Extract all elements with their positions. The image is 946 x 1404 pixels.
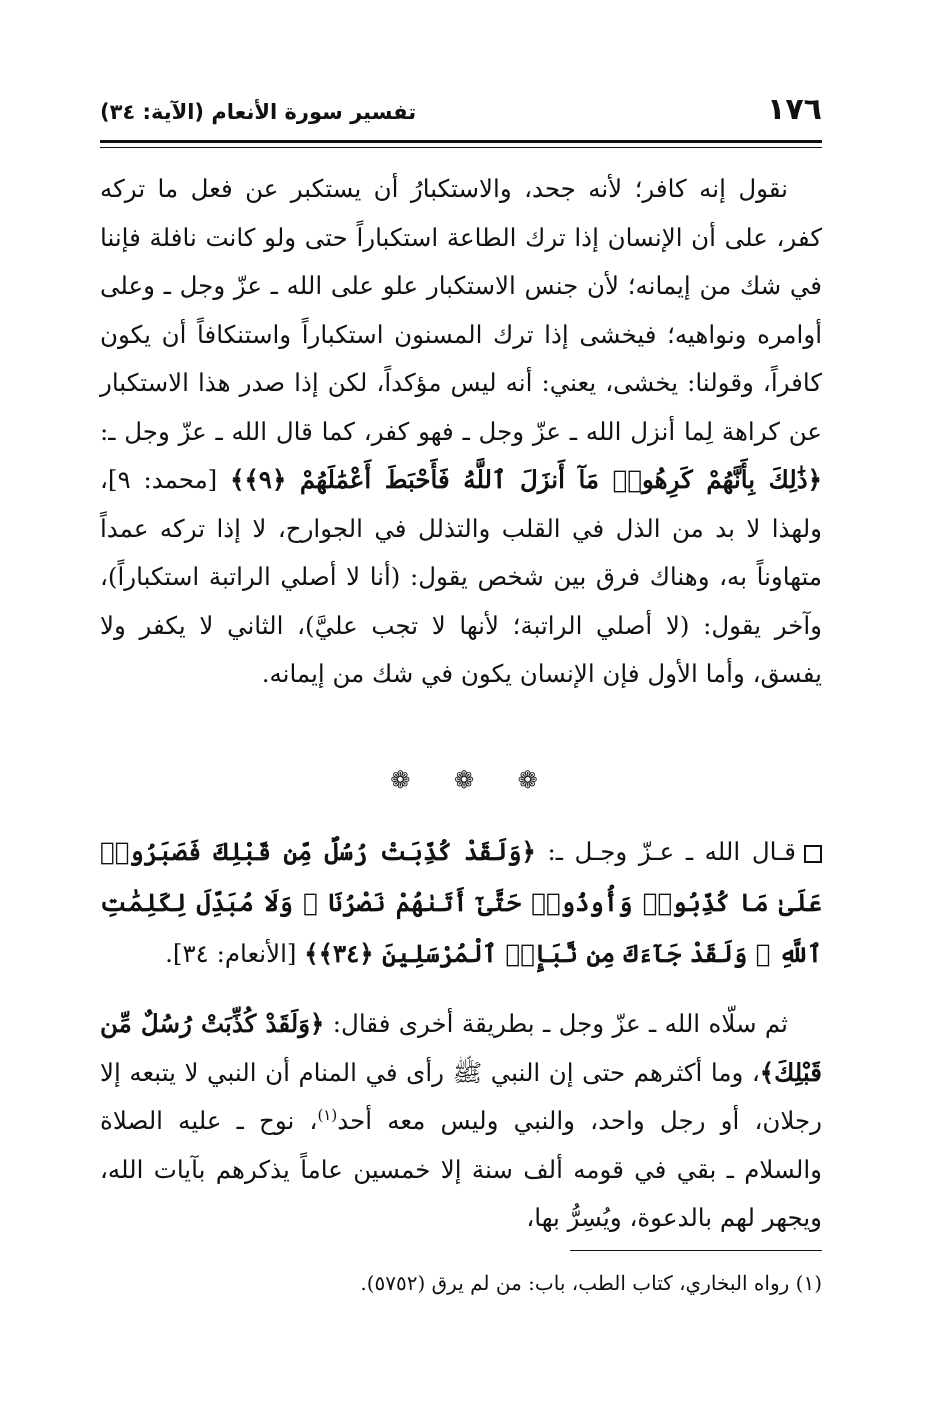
footnote-rule [570,1250,822,1251]
commentary-text [100,1000,822,1243]
running-title: تفسير سورة الأنعام (الآية: ٣٤) [100,100,417,124]
header-rule-thin [100,147,822,148]
verse-paragraph [100,826,822,979]
footnote: (١) رواه البخاري، كتاب الطب، باب: من لم يرق (٥٧٥٢). [360,1271,822,1295]
square-bullet-icon [804,845,822,863]
paragraph-1-text-a: نقول إنه كافر؛ لأنه جحد، والاستكبارُ أن يستكبر عن فعل ما تركه كفر، على أن الإنسان إذا ترك الطاعة استكباراً حتى ولو كانت نافلة فإننا في شك من إيمانه؛ لأن جنس الاستكبار علو على الله ـ عزّ وجل ـ وعلى أوامره ونواهيه؛ فيخشى إذا ترك المسنون استكباراً واستنكافاً أن يكون كافراً، وقولنا: يخشى، يعني: أنه ليس مؤكداً، لكن إذا صدر هذا الاستكبار عن كراهة لِما أنزل الله ـ عزّ وجل ـ فهو كفر، كما قال الله ـ عزّ وجل ـ: [100,174,822,446]
quran-quote-1: ﴿ذَٰلِكَ بِأَنَّهُمْ كَرِهُوا۟ مَآ أَنزَلَ ٱللَّهُ فَأَحْبَطَ أَعْمَٰلَهُمْ ﴿٩﴾﴾ [230,465,822,494]
verse-reference: [الأنعام: ٣٤]. [165,939,305,968]
paragraph-1 [100,165,822,699]
footnote-marker: (١) [317,1105,338,1124]
quran-quote-2: ﴿وَلَقَدْ كُذِّبَتْ رُسُلٌ مِّن قَبْلِكَ﴾ [100,1009,822,1087]
page-number: ١٧٦ [767,92,822,127]
main-text [100,165,822,699]
paragraph-2-text-c: ، نوح ـ عليه الصلاة والسلام ـ بقي في قومه ألف سنة إلا خمسين عاماً يذكرهم بآيات الله، ويجهر لهم بالدعوة، ويُسِرُّ بها، [100,1106,822,1232]
paragraph-1-text-b: [محمد: ٩]، ولهذا لا بد من الذل في القلب والتذلل في الجوارح، لا إذا تركه عمداً متهاوناً به، وهناك فرق بين شخص يقول: (أنا لا أصلي الراتبة استكباراً)، وآخر يقول: (لا أصلي الراتبة؛ لأنها لا تجب عليَّ)، الثاني لا يكفر ولا يفسق، وأما الأول فإن الإنسان يكون في شك من إيمانه. [100,465,823,688]
paragraph-2-text-b: ، وما أكثرهم حتى إن النبي ﷺ رأى في المنام أن النبي لا يتبعه إلا رجلان، أو رجل واحد، والنبي وليس معه أحد [100,1057,822,1135]
verse-intro: قـال الله ـ عـزّ وجـل ـ: [535,837,796,866]
section-separator: ❁ ❁ ❁ [390,766,556,794]
page-header [100,92,822,136]
paragraph-2 [100,1000,822,1243]
verse-block [100,826,822,979]
quran-verse-34: ﴿وَلَقَدْ كُذِّبَتْ رُسُلٌ مِّن قَبْلِكَ فَصَبَرُوا۟ عَلَىٰ مَا كُذِّبُوا۟ وَأُوذُوا۟ حَتَّىٰٓ أَتَىٰهُمْ نَصْرُنَا ۚ وَلَا مُبَدِّلَ لِكَلِمَٰتِ ٱللَّهِ ۚ وَلَقَدْ جَآءَكَ مِن نَّبَإِى۟ ٱلْمُرْسَلِينَ ﴿٣٤﴾﴾ [100,837,822,968]
header-rule-thick [100,140,822,143]
paragraph-2-text-a: ثم سلّاه الله ـ عزّ وجل ـ بطريقة أخرى فقال: [324,1009,788,1038]
